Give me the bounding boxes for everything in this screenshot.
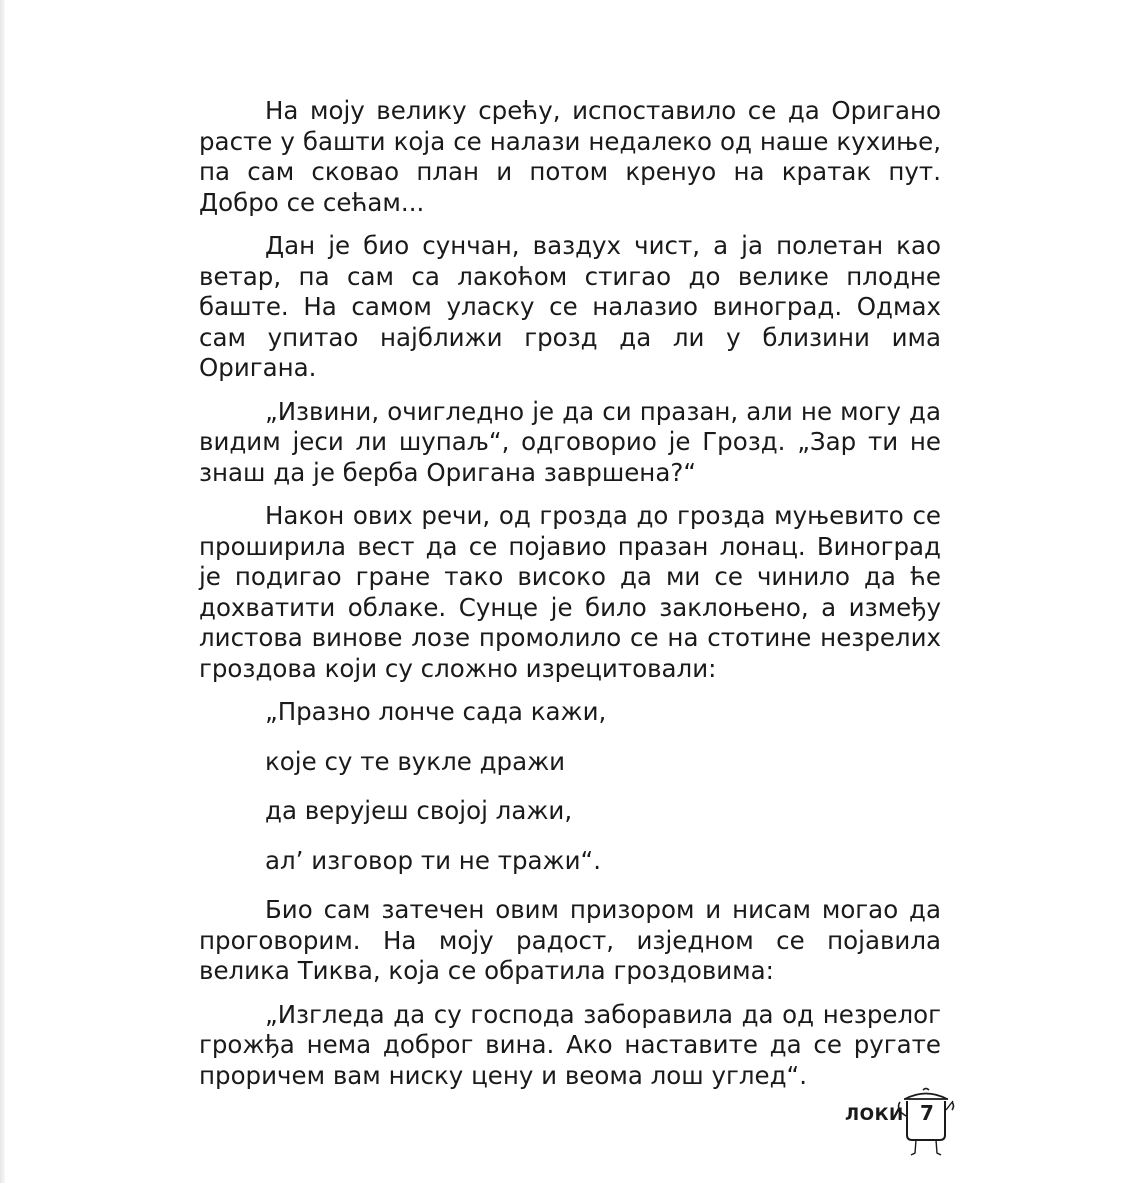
page-number: 7 [920,1101,934,1125]
page-body [199,96,941,1104]
paragraph: Био сам затечен овим призором и нисам могао да проговорим. На моју радост, изједном се појавила велика Тиква, која се обратила гроздовима: [199,895,941,985]
verse-line: „Празно лонче сада кажи, [265,697,607,726]
paragraph: На моју велику срећу, испоставило се да Оригано расте у башти која се налази недалеко од наше кухиње, па сам сковао план и потом кренуо на кратак пут. Добро се сећам... [199,96,941,217]
paragraph: „Извини, очигледно је да си празан, али не могу да видим јеси ли шупаљ“, одговорио је Грозд. „Зар ти не знаш да је берба Оригана завршена?“ [199,396,941,487]
verse-line: ал’ изговор ти не тражи“. [265,845,602,875]
page-edge [0,0,5,1183]
verse [199,697,941,876]
paragraph: Дан је био сунчан, ваздух чист, а ја полетан као ветар, па сам са лакоћом стигао до велике плодне баште. На самом уласку се налазио виноград. Одмах сам упитао најближи грозд да ли у близини има Оригана. [199,231,941,382]
pot-character-icon [896,1086,956,1164]
paragraph: „Изгледа да су господа заборавила да од незрелог грожђа нема доброг вина. Ако наставите да се ругате проричем вам ниску цену и веома лош углед“. [199,999,941,1090]
page-footer [840,1086,960,1166]
paragraph: Након ових речи, од грозда до грозда муњевито се проширила вест да се појавио празан лонац. Виноград је подигао гране тако високо да ми се чинило да ће дохватити облаке. Сунце је било заклоњено, а између листова винове лозе промолило се на стотине незрелих гроздова који су сложно изрецитовали: [199,501,941,683]
verse-line: да верујеш својој лажи, [265,796,573,825]
book-title: ЛОКИ [845,1105,904,1125]
verse-line: које су те вукле дражи [265,746,566,776]
